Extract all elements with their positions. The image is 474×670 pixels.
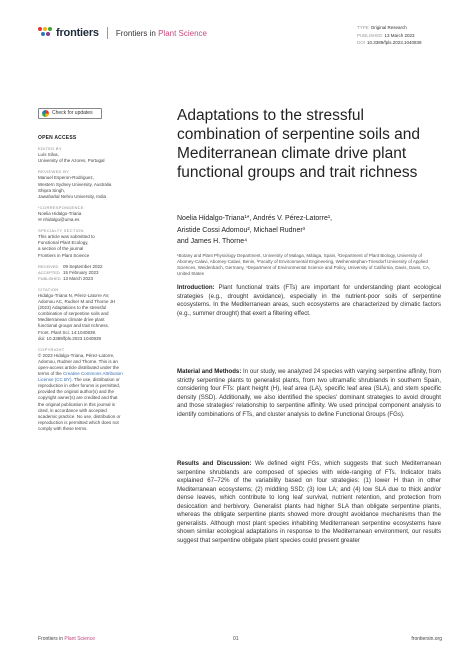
doi[interactable]: DOI 10.3389/fpls.2023.1040839 xyxy=(357,40,422,45)
journal-title xyxy=(116,29,207,38)
received-row: RECEIVED 09 September 2022 xyxy=(38,263,103,269)
frontiers-logo[interactable] xyxy=(38,27,207,39)
correspondence[interactable]: Noelia Hidalgo-Triana ✉ nhidalgo@uma.es xyxy=(38,210,82,223)
reviewed-by: Manuel Esperon-Rodriguez, Western Sydney University, Australia Shipra Singh, Jawaharlal Nehru University, India xyxy=(38,175,112,199)
journal-prefix: Frontiers in xyxy=(115,28,156,38)
affiliations: ¹Botany and Plant Physiology Department, University of Malaga, Málaga, Spain, ²Department of Plant Biology, University of Abomey-Calavi, Abomey-Calavi, Benin, ³Faculty of Environmental Engineering, Weihenstephan-Triesdorf University of Applied Sciences, Weidenbach, Germany, ⁴Department of Environmental Science and Policy, University of California, Davis, Davis, CA, United States xyxy=(177,253,431,276)
edited-by: Luís Silva, University of the Azores, Portugal xyxy=(38,152,105,164)
copyright: © 2023 Hidalgo-Triana, Pérez-Latorre, Adomou, Rudner and Thorne. This is an open-access article distributed under the terms of the Creative Commons Attribution License (CC BY). The use, distribution or reproduction in other forums is permitted, provided the original author(s) and the copyright owner(s) are credited and that the original publication in this journal is cited, in accordance with accepted academic practice. No use, distribution or reproduction is permitted which does not comply with these terms. xyxy=(38,352,123,431)
specialty-section-label: SPECIALTY SECTION xyxy=(38,228,84,234)
footer-journal: Frontiers in Plant Science xyxy=(38,636,95,642)
citation: Hidalgo-Triana N, Pérez-Latorre AV, Adomou AC, Rudner M and Thorne JH (2023) Adaptations to the stressful combination of serpentine soils and Mediterranean climate drive plant functional groups and trait richness. Front. Plant Sci. 14:1040839. doi: 10.3389/fpls.2023.1040839 xyxy=(38,292,116,341)
abstract-results: Results and Discussion: We defined eight FGs, which suggests that such Mediterranean serpentine shrublands are composed of species with wide-ranging of FTs. Indicator traits explained 67–72% of the variability based on four strategies: (1) lower H than in other Mediterranean ecosystems; (2) middling SSD; (3) low LA; and (4) low SLA due to thick and/or dense leaves, which contribute to long leaf survival, nutrient retention, and protection from desiccation and herbivory. Generalist plants had higher SLA than obligate serpentine plants, whereas the obligate serpentine plants showed more drought avoidance mechanisms than the generalists. Although most plant species inhabiting Mediterranean serpentine ecosystems have shown similar ecological adaptations in response to the Mediterranean environment, our results suggest that serpentine obligate plant species could present greater xyxy=(177,460,441,544)
website-link[interactable]: frontiersin.org xyxy=(411,636,442,642)
journal-name: Plant Science xyxy=(158,28,207,38)
open-access-label: OPEN ACCESS xyxy=(38,135,77,141)
article-title: Adaptations to the stressful combination of serpentine soils and Mediterranean climate drive plant functional groups and trait richness xyxy=(177,107,420,181)
authors-line: Noelia Hidalgo-Triana¹*, Andrés V. Pérez-Latorre¹, xyxy=(177,215,333,222)
article-dates xyxy=(38,264,160,282)
edited-by-label: EDITED BY xyxy=(38,146,62,152)
crossmark-icon xyxy=(42,110,49,117)
citation-label: CITATION xyxy=(38,286,59,292)
brand-name: frontiers xyxy=(56,27,99,39)
copyright-label: COPYRIGHT xyxy=(38,346,65,352)
abstract-introduction: Introduction: Plant functional traits (FTs) are important for understanding plant ecological strategies (e.g., drought avoidance), especially in the nutrient-poor soils of serpentine ecosystems. In the Mediterranean areas, such ecosystems are characterized by climatic factors (e.g., summer drought) that exert a filtering effect. xyxy=(177,284,441,317)
abstract-methods: Material and Methods: In our study, we analyzed 24 species with varying serpentine affinity, from strictly serpentine plants to generalist plants, from two ultramafic shrublands in southern Spain, considering four FTs: plant height (H), leaf area (LA), specific leaf area (SLA), and stem specific density (SSD). Additionally, we also identified the species' dominant strategies to avoid drought and those strategies' relationship to serpentine affinity. We used principal component analysis to identify combinations of FTs, and cluster analysis to define Functional Groups (FGs). xyxy=(177,368,441,418)
author-list xyxy=(177,213,437,248)
published-date: PUBLISHED 13 March 2023 xyxy=(357,32,415,38)
accepted-row: ACCEPTED 15 February 2023 xyxy=(38,269,99,275)
article-sidebar xyxy=(38,108,160,432)
authors-line: and James H. Thorne⁴ xyxy=(177,238,248,246)
frontiers-logo-icon xyxy=(38,27,52,39)
published-row: PUBLISHED 13 March 2023 xyxy=(38,275,94,281)
specialty-section: This article was submitted to Functional Plant Ecology, a section of the journal Frontiers in Plant Science xyxy=(38,234,95,258)
correspondence-label: *CORRESPONDENCE xyxy=(38,204,84,210)
authors-line: Aristide Cossi Adomou², Michael Rudner³ xyxy=(177,226,305,234)
check-for-updates-button[interactable] xyxy=(38,108,102,119)
publication-info xyxy=(357,24,422,47)
cc-by-license-link[interactable]: Creative Commons Attribution License (CC BY) xyxy=(38,371,123,383)
page-number: 01 xyxy=(233,636,239,642)
article-type: TYPE Original Research xyxy=(357,25,407,30)
header-divider xyxy=(107,27,108,39)
reviewed-by-label: REVIEWED BY xyxy=(38,169,70,175)
page-header xyxy=(0,0,474,90)
check-for-updates-label: Check for updates xyxy=(52,110,93,117)
